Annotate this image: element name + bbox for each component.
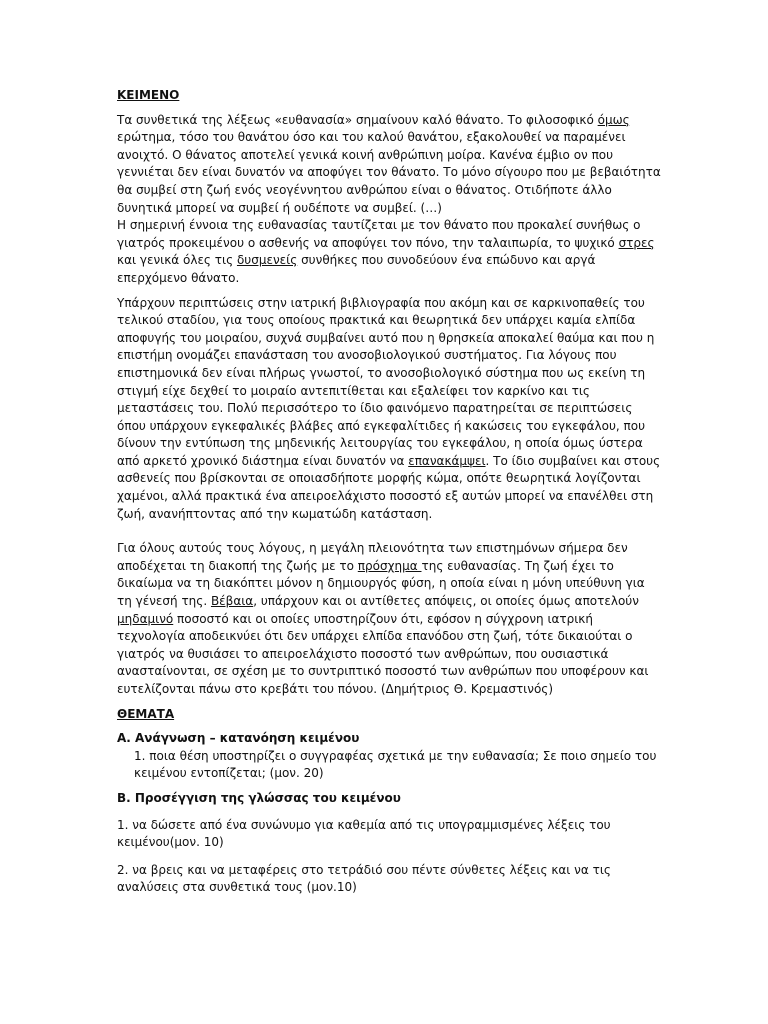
p3-text-b: . Το ίδιο συμβαίνει και στους ασθενείς που βρίσκονται σε οποιασδήποτε μορφής κώμα, οπότε θεωρητικά λογίζονται χαμένοι, αλλά πρακτικά ένα απειροελάχιστο ποσοστό εξ αυτών μπορεί να επανέλθει στη ζωή, ανανήπτοντας από την κωματώδη κατάσταση. [117, 453, 661, 521]
underlined-word-vevaia: Βέβαια [210, 594, 254, 609]
p1-text-b: ερώτημα, τόσο του θανάτου όσο και του καλού θανάτου, εξακολουθεί να παραμένει ανοιχτό. Ο θάνατος αποτελεί γενικά κοινή ανθρώπινη μοίρα. Κανένα έμβιο ον που γεννιέται δεν είναι δυνατόν να αποφύγει τον θάνατο. Το μόνο σίγουρο που με βεβαιότητα θα συμβεί στη ζωή ενός νεογέννητου ανθρώπου είναι ο θάνατος. Οτιδήποτε άλλο δυνητικά μπορεί να συμβεί ή ουδέποτε να συμβεί. (…) [117, 130, 661, 215]
themes-heading: ΘΕΜΑΤΑ [117, 706, 175, 721]
paragraph-4 [117, 540, 662, 698]
section-b-title: Β. Προσέγγιση της γλώσσας του κειμένου [117, 790, 401, 805]
section-b-question-2: 2. να βρεις και να μεταφέρεις στο τετράδιό σου πέντε σύνθετες λέξεις και να τις αναλύσεις στα συνθετικά τους (μον.10) [117, 862, 611, 895]
text-heading: ΚΕΙΜΕΝΟ [117, 88, 180, 102]
paragraph-3 [117, 295, 662, 524]
underlined-word-proschima: πρόσχημα [357, 558, 422, 573]
p4-text-a: Για όλους αυτούς τους λόγους, η μεγάλη πλειονότητα των επιστημόνων σήμερα δεν αποδέχεται τη διακοπή της ζωής με το [117, 541, 628, 573]
p4-text-d: ποσοστό και οι οποίες υποστηρίζουν ότι, εφόσον η σύγχρονη ιατρική τεχνολογία αποδεικνύει ότι δεν υπάρχει ελπίδα επανόδου στη ζωή, τότε δικαιούται ο γιατρός να θυσιάσει το απειροελάχιστο ποσοστό των ανθρώπων, που ουσιαστικά ανασταίνονται, σε σχέση με το συντριπτικό ποσοστό των ανθρώπων που υποφέρουν και ευτελίζονται πάνω στο κρεβάτι του πόνου. (Δημήτριος Θ. Κρεμαστινός) [117, 611, 649, 696]
p2-text-c: συνθήκες που συνοδεύουν ένα επώδυνο και αργά επερχόμενο θάνατο. [117, 253, 596, 285]
section-a-title: Α. Ανάγνωση – κατανόηση κειμένου [117, 731, 360, 746]
underlined-word-stres: στρες [618, 235, 655, 250]
underlined-word-epanakampsei: επανακάμψει [408, 453, 486, 468]
p4-text-c: , υπάρχουν και οι αντίθετες απόψεις, οι οποίες όμως αποτελούν [253, 594, 639, 609]
section-a-question-1: 1. ποια θέση υποστηρίζει ο συγγραφέας σχετικά με την ευθανασία; Σε ποιο σημείο του κειμένου εντοπίζεται; (μον. 20) [134, 748, 657, 781]
document-body [117, 87, 662, 904]
paragraph-2 [117, 217, 662, 287]
paragraph-1 [117, 112, 662, 218]
underlined-word-dysmeneis: δυσμενείς [236, 253, 298, 268]
p2-text-b: και γενικά όλες τις [117, 253, 237, 268]
p4-text-b: της ευθανασίας. Τη ζωή έχει το δικαίωμα να τη διακόπτει μόνον η δημιουργός φύση, η οποία είναι η μόνη υπεύθυνη για τη γένεσή της. [117, 558, 645, 609]
spacer [117, 523, 662, 540]
p3-text-a: Υπάρχουν περιπτώσεις στην ιατρική βιβλιογραφία που ακόμη και σε καρκινοπαθείς του τελικού σταδίου, για τους οποίους πρακτικά και θεωρητικά δεν υπάρχει καμία ελπίδα αποφυγής του μοιραίου, συχνά συμβαίνει αυτό που η θρησκεία αποκαλεί θαύμα και που η επιστήμη ονομάζει επανάσταση του ανοσοβιολογικού συστήματος. Για λόγους που επιστημονικά δεν είναι πλήρως γνωστοί, το ανοσοβιολογικό σύστημα που ως εκείνη τη στιγμή είχε δεχθεί το μοιραίο αντεπιτίθεται και εξαλείφει τον καρκίνο και τις μεταστάσεις του. Πολύ περισσότερο το ίδιο φαινόμενο παρατηρείται σε περιπτώσεις όπου υπάρχουν εγκεφαλικές βλάβες από εγκεφαλίτιδες ή κακώσεις του εγκεφάλου, που δίνουν την εντύπωση της μηδενικής λειτουργίας του εγκεφάλου, η οποία όμως ύστερα από αρκετό χρονικό διάστημα είναι δυνατόν να [117, 295, 655, 468]
underlined-word-midamino: μηδαμινό [117, 611, 174, 626]
underlined-word-omos: όμως [597, 112, 630, 127]
p1-text-a: Τα συνθετικά της λέξεως «ευθανασία» σημαίνουν καλό θάνατο. Το φιλοσοφικό [117, 112, 598, 127]
section-b-question-1: 1. να δώσετε από ένα συνώνυμο για καθεμία από τις υπογραμμισμένες λέξεις του κειμένου(μον. 10) [117, 817, 611, 850]
p2-text-a: Η σημερινή έννοια της ευθανασίας ταυτίζεται με τον θάνατο που προκαλεί συνήθως ο γιατρός προκειμένου ο ασθενής να αποφύγει τον πόνο, την ταλαιπωρία, το ψυχικό [117, 218, 641, 250]
